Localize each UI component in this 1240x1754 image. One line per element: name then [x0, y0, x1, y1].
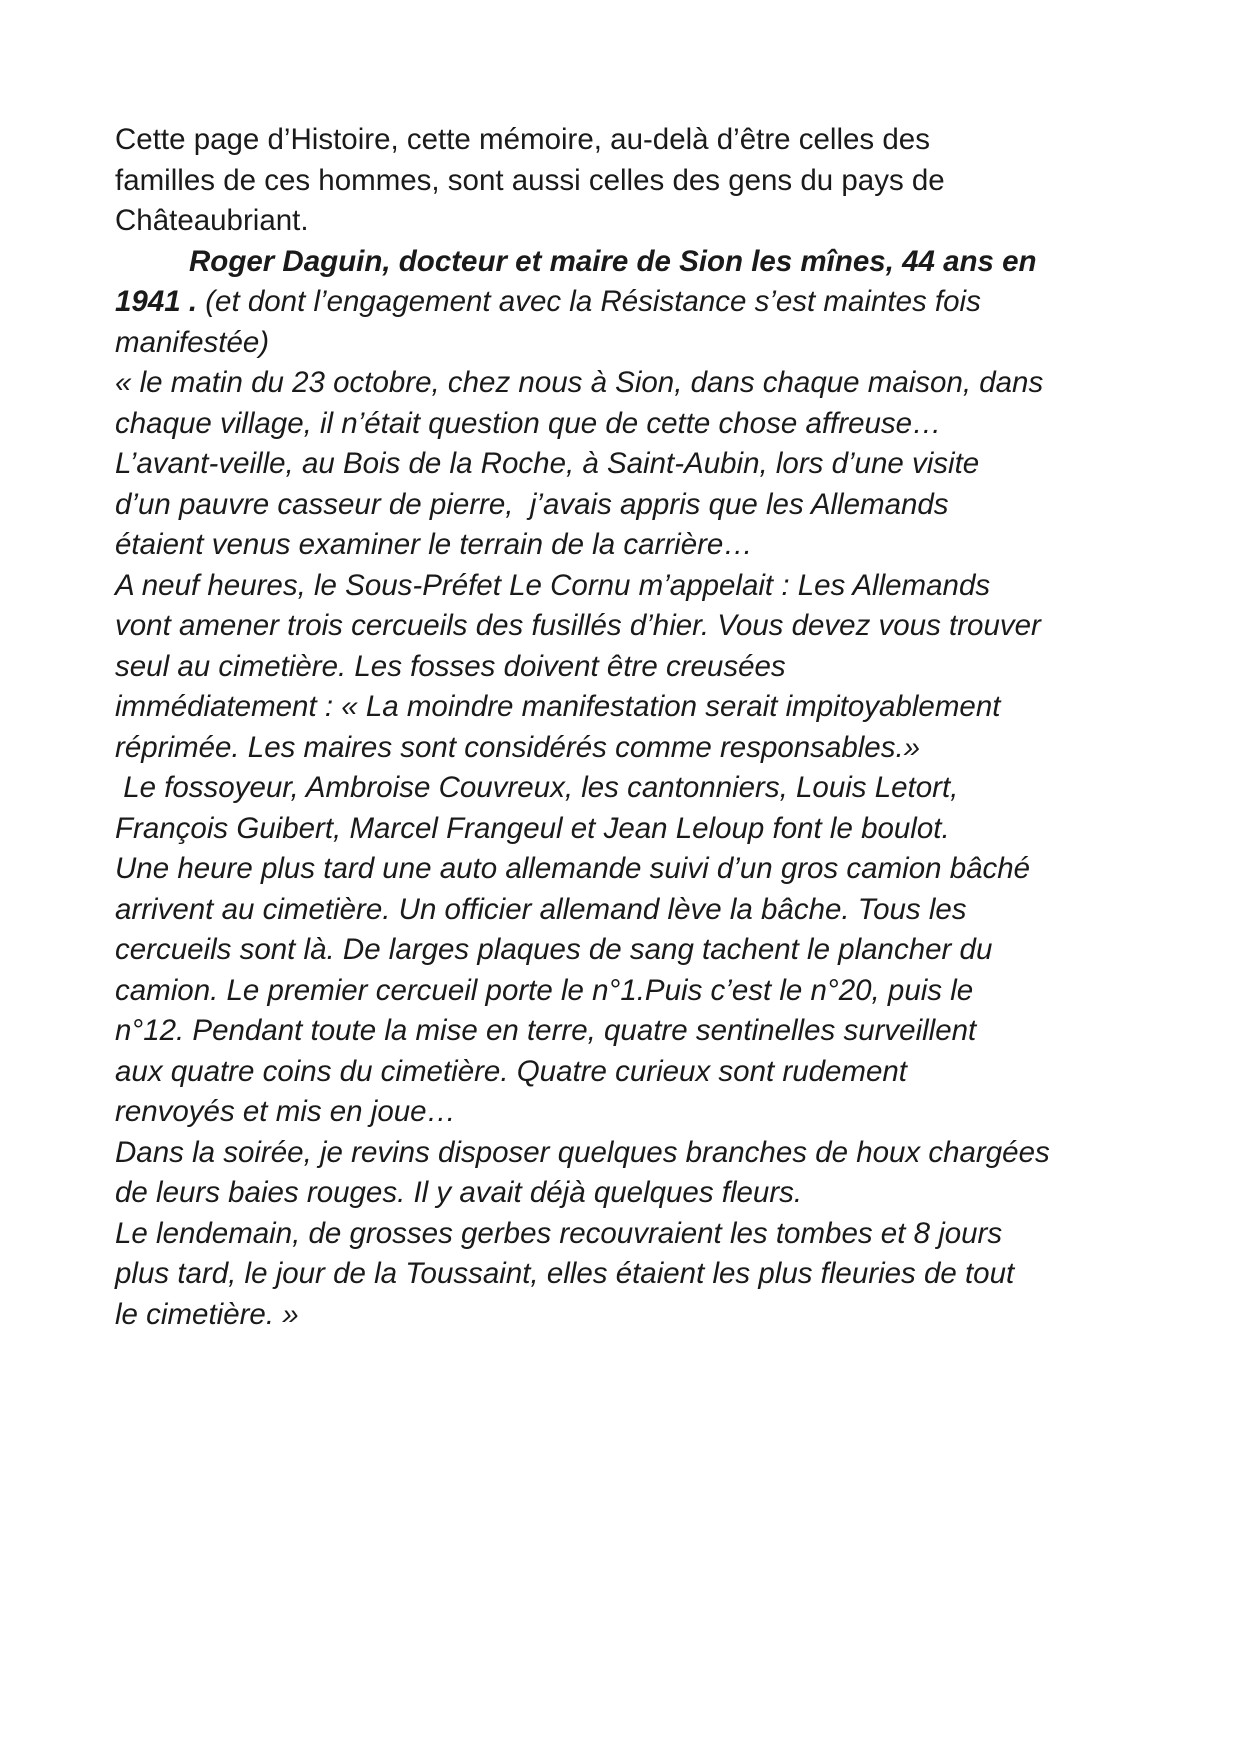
intro-paragraph [115, 120, 1125, 242]
quote-line: Une heure plus tard une auto allemande suivi d’un gros camion bâché [115, 852, 1031, 885]
author-name-line: Roger Daguin, docteur et maire de Sion les mînes, 44 ans en [189, 244, 1037, 278]
quote-line: plus tard, le jour de la Toussaint, elles étaient les plus fleuries de tout [115, 1257, 1015, 1290]
quote-line: de leurs baies rouges. Il y avait déjà quelques fleurs. [115, 1176, 803, 1209]
quote-line: arrivent au cimetière. Un officier allemand lève la bâche. Tous les [115, 892, 967, 926]
author-year: 1941 . [115, 285, 198, 318]
intro-line: familles de ces hommes, sont aussi celles des gens du pays de [115, 163, 945, 197]
quote-line: d’un pauvre casseur de pierre, j’avais appris que les Allemands [115, 487, 949, 521]
quote-line: n°12. Pendant toute la mise en terre, quatre sentinelles surveillent [115, 1014, 977, 1047]
quote-line: le cimetière. » [115, 1297, 299, 1331]
quote-line: camion. Le premier cercueil porte le n°1.Puis c’est le n°20, puis le [115, 973, 974, 1007]
author-heading [115, 242, 1125, 364]
quote-line: Le lendemain, de grosses gerbes recouvraient les tombes et 8 jours [115, 1216, 1003, 1250]
intro-line: Cette page d’Histoire, cette mémoire, au-delà d’être celles des [115, 123, 930, 156]
quote-line: cercueils sont là. De larges plaques de sang tachent le plancher du [115, 933, 993, 966]
testimony-quote [115, 363, 1125, 1335]
quote-line: Le fossoyeur, Ambroise Couvreux, les cantonniers, Louis Letort, [115, 771, 959, 804]
quote-line: seul au cimetière. Les fosses doivent être creusées [115, 649, 786, 683]
quote-line: « le matin du 23 octobre, chez nous à Sion, dans chaque maison, dans [115, 366, 1044, 399]
quote-line: aux quatre coins du cimetière. Quatre curieux sont rudement [115, 1054, 907, 1088]
author-note-line: manifestée) [115, 325, 270, 359]
quote-line: immédiatement : « La moindre manifestation serait impitoyablement [115, 690, 1001, 723]
quote-line: renvoyés et mis en joue… [115, 1095, 457, 1128]
quote-line: A neuf heures, le Sous-Préfet Le Cornu m’appelait : Les Allemands [115, 568, 991, 602]
quote-line: étaient venus examiner le terrain de la carrière… [115, 528, 753, 561]
author-note: (et dont l’engagement avec la Résistance s’est maintes fois [197, 285, 981, 318]
quote-line: chaque village, il n’était question que de cette chose affreuse… [115, 406, 942, 440]
quote-line: L’avant-veille, au Bois de la Roche, à Saint-Aubin, lors d’une visite [115, 447, 980, 480]
quote-line: vont amener trois cercueils des fusillés d’hier. Vous devez vous trouver [115, 609, 1041, 642]
author-year-line [115, 282, 1125, 323]
document-body [115, 120, 1125, 1335]
quote-line: Dans la soirée, je revins disposer quelques branches de houx chargées [115, 1135, 1050, 1169]
quote-line: François Guibert, Marcel Frangeul et Jean Leloup font le boulot. [115, 811, 950, 845]
intro-line: Châteaubriant. [115, 204, 309, 237]
quote-line: réprimée. Les maires sont considérés comme responsables.» [115, 730, 921, 764]
